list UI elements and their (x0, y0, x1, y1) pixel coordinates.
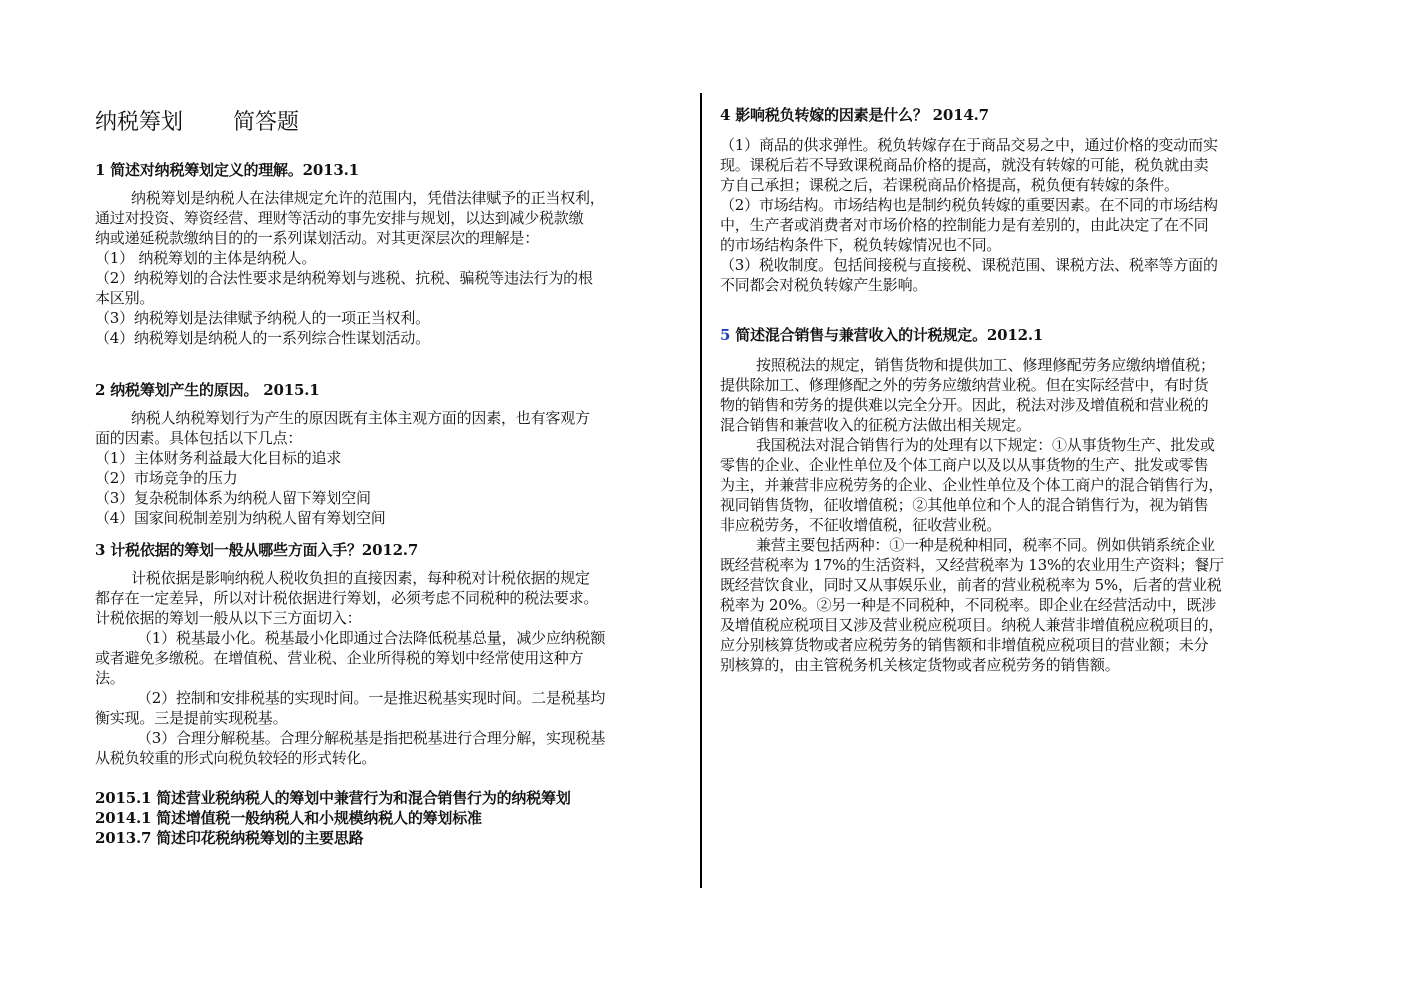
q5-line: 为主，并兼营非应税劳务的企业、企业性单位及个体工商户的混合销售行为， (720, 476, 1224, 494)
q5-line: 别核算的，由主管税务机关核定货物或者应税劳务的销售额。 (720, 656, 1120, 674)
q2-heading: 2 纳税筹划产生的原因。 2015.1 (95, 381, 320, 399)
q3-line: 从税负较重的形式向税负较轻的形式转化。 (95, 749, 377, 767)
q5-line: 及增值税应税项目又涉及营业税应税项目。纳税人兼营非增值税应税项目的， (720, 616, 1224, 634)
q2-line: （4）国家间税制差别为纳税人留有筹划空间 (95, 509, 386, 527)
q3-heading: 3 计税依据的筹划一般从哪些方面入手？2012.7 (95, 541, 419, 559)
extra-question: 2013.7 简述印花税纳税筹划的主要思路 (95, 829, 364, 847)
q5-line: 提供除加工、修理修配之外的劳务应缴纳营业税。但在实际经营中，有时货 (720, 376, 1209, 394)
q1-line: 纳税筹划是纳税人在法律规定允许的范围内，凭借法律赋予的正当权利， (131, 189, 605, 207)
q3-line: （2）控制和安排税基的实现时间。一是推迟税基实现时间。二是税基均 (137, 689, 606, 707)
q1-line: （3）纳税筹划是法律赋予纳税人的一项正当权利。 (95, 309, 430, 327)
q1-line: （1） 纳税筹划的主体是纳税人。 (95, 249, 317, 267)
q2-line: （2）市场竞争的压力 (95, 469, 238, 487)
q5-heading-text: 简述混合销售与兼营收入的计税规定。2012.1 (730, 326, 1044, 344)
q4-line: 中，生产者或消费者对市场价格的控制能力是有差别的，由此决定了在不同 (720, 216, 1209, 234)
q4-line: （1）商品的供求弹性。税负转嫁存在于商品交易之中，通过价格的变动而实 (720, 136, 1218, 154)
q3-line: 衡实现。三是提前实现税基。 (95, 709, 288, 727)
q3-line: 法。 (95, 669, 125, 687)
q3-line: （1）税基最小化。税基最小化即通过合法降低税基总量，减少应纳税额 (137, 629, 606, 647)
q3-line: 都存在一定差异，所以对计税依据进行筹划，必须考虑不同税种的税法要求。 (95, 589, 599, 607)
q4-heading: 4 影响税负转嫁的因素是什么？ 2014.7 (720, 106, 989, 124)
q5-line: 物的销售和劳务的提供难以完全分开。因此，税法对涉及增值税和营业税的 (720, 396, 1209, 414)
q2-line: 面的因素。具体包括以下几点： (95, 429, 303, 447)
q1-line: （4）纳税筹划是纳税人的一系列综合性谋划活动。 (95, 329, 430, 347)
doc-title-sub: 简答题 (233, 110, 300, 135)
column-divider (700, 93, 702, 888)
q1-line: 通过对投资、筹资经营、理财等活动的事先安排与规划，以达到减少税款缴 (95, 209, 584, 227)
q5-line: 兼营主要包括两种：①一种是税种相同，税率不同。例如供销系统企业 (756, 536, 1215, 554)
q1-line: 本区别。 (95, 289, 155, 307)
q3-line: 计税依据的筹划一般从以下三方面切入： (95, 609, 362, 627)
q4-line: （2）市场结构。市场结构也是制约税负转嫁的重要因素。在不同的市场结构 (720, 196, 1218, 214)
q5-heading (720, 325, 1043, 345)
doc-title (95, 108, 299, 138)
q1-heading: 1 简述对纳税筹划定义的理解。2013.1 (95, 161, 359, 179)
q5-line: 视同销售货物，征收增值税；②其他单位和个人的混合销售行为，视为销售 (720, 496, 1209, 514)
q3-line: 计税依据是影响纳税人税收负担的直接因素，每种税对计税依据的规定 (131, 569, 590, 587)
q5-line: 按照税法的规定，销售货物和提供加工、修理修配劳务应缴纳增值税； (756, 356, 1215, 374)
q4-line: 现。课税后若不导致课税商品价格的提高，就没有转嫁的可能，税负就由卖 (720, 156, 1209, 174)
q2-line: （3）复杂税制体系为纳税人留下筹划空间 (95, 489, 371, 507)
q2-line: 纳税人纳税筹划行为产生的原因既有主体主观方面的因素，也有客观方 (131, 409, 590, 427)
q5-line: 我国税法对混合销售行为的处理有以下规定：①从事货物生产、批发或 (756, 436, 1215, 454)
q5-line: 既经营饮食业，同时又从事娱乐业，前者的营业税税率为 5%，后者的营业税 (720, 576, 1222, 594)
q1-line: 纳或递延税款缴纳目的的一系列谋划活动。对其更深层次的理解是： (95, 229, 540, 247)
q3-line: 或者避免多缴税。在增值税、营业税、企业所得税的筹划中经常使用这种方 (95, 649, 584, 667)
q4-line: 不同都会对税负转嫁产生影响。 (720, 276, 928, 294)
q5-heading-number: 5 (720, 326, 731, 344)
q5-line: 既经营税率为 17%的生活资料，又经营税率为 13%的农业用生产资料；餐厅 (720, 556, 1224, 574)
q4-line: 的市场结构条件下，税负转嫁情况也不同。 (720, 236, 1002, 254)
q5-line: 非应税劳务，不征收增值税，征收营业税。 (720, 516, 1002, 534)
extra-question: 2014.1 简述增值税一般纳税人和小规模纳税人的筹划标准 (95, 809, 482, 827)
q4-line: 方自己承担；课税之后，若课税商品价格提高，税负便有转嫁的条件。 (720, 176, 1179, 194)
q5-line: 税率为 20%。②另一种是不同税种，不同税率。即企业在经营活动中，既涉 (720, 596, 1217, 614)
q5-line: 混合销售和兼营收入的征税方法做出相关规定。 (720, 416, 1031, 434)
q5-line: 零售的企业、企业性单位及个体工商户以及以从事货物的生产、批发或零售 (720, 456, 1209, 474)
q3-line: （3）合理分解税基。合理分解税基是指把税基进行合理分解，实现税基 (137, 729, 606, 747)
q5-line: 应分别核算货物或者应税劳务的销售额和非增值税应税项目的营业额；未分 (720, 636, 1209, 654)
q4-line: （3）税收制度。包括间接税与直接税、课税范围、课税方法、税率等方面的 (720, 256, 1218, 274)
doc-title-main: 纳税筹划 (95, 110, 184, 135)
q2-line: （1）主体财务利益最大化目标的追求 (95, 449, 342, 467)
q1-line: （2）纳税筹划的合法性要求是纳税筹划与逃税、抗税、骗税等违法行为的根 (95, 269, 593, 287)
extra-question: 2015.1 简述营业税纳税人的筹划中兼营行为和混合销售行为的纳税筹划 (95, 789, 571, 807)
